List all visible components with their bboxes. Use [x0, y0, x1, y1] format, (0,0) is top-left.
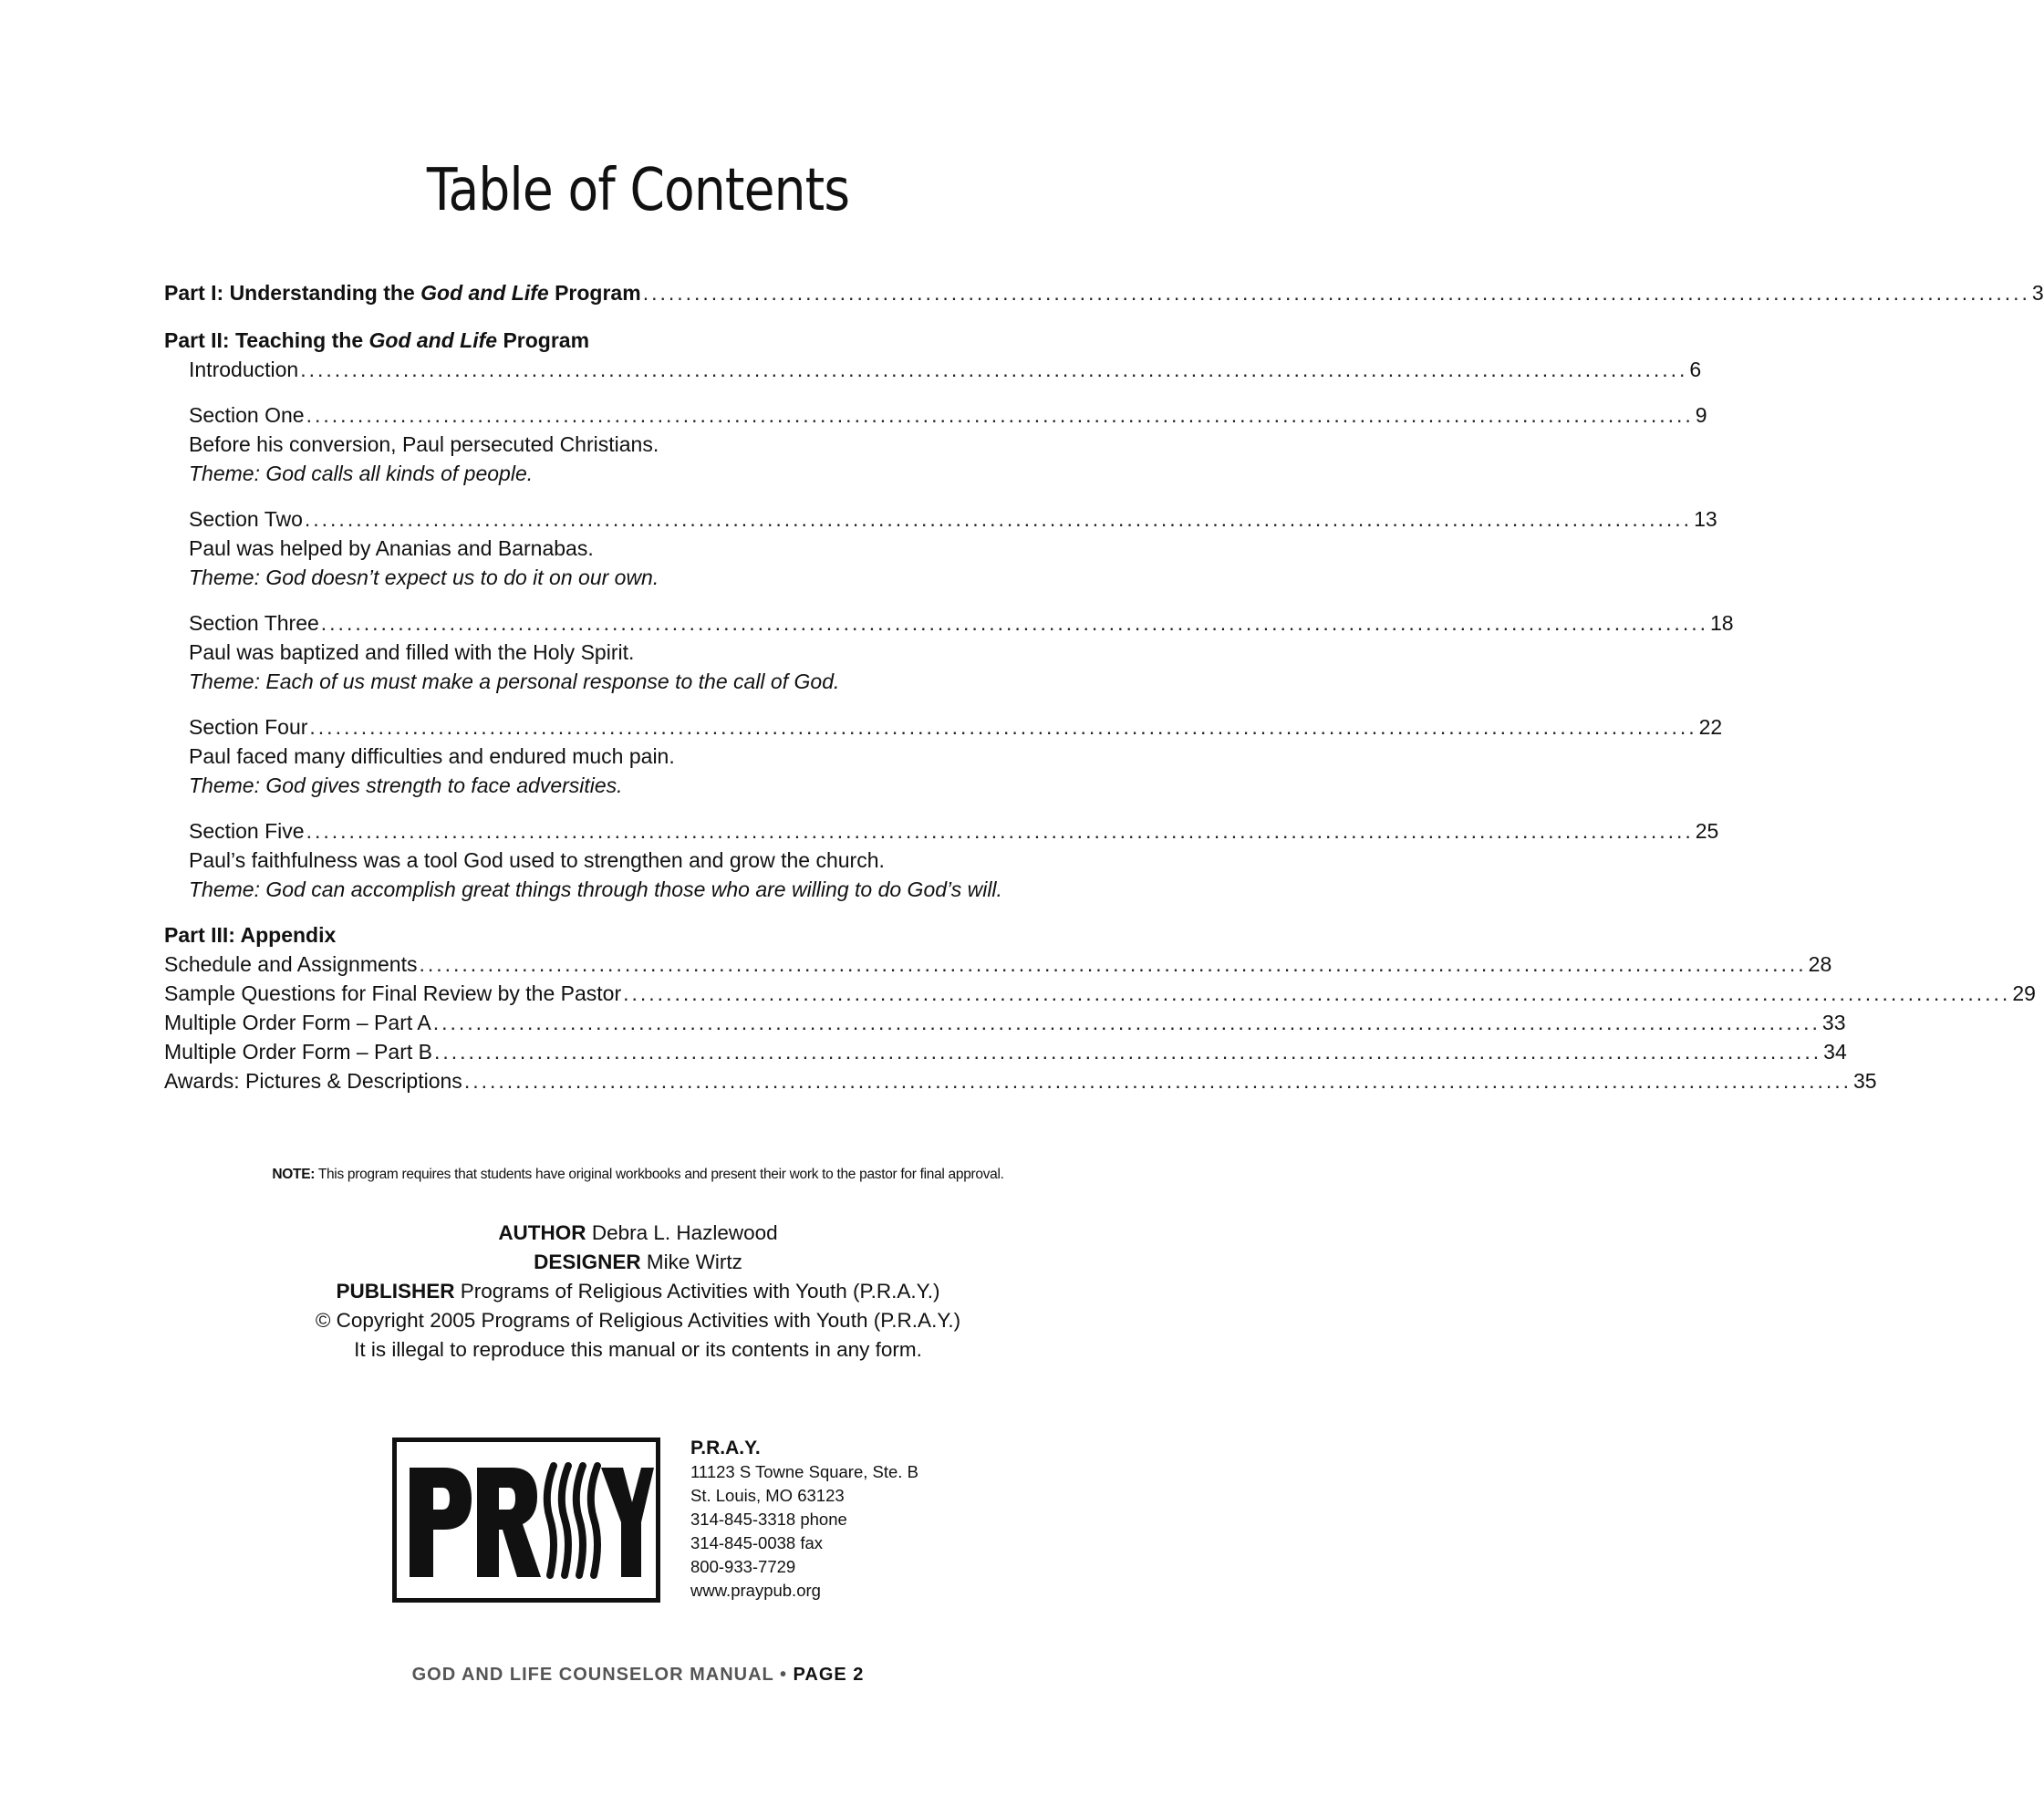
address-line: 314-845-0038 fax	[690, 1533, 824, 1552]
section-description: Paul’s faithfulness was a tool God used to strengthen and grow the church.	[189, 848, 885, 872]
toc-page: 6	[1689, 358, 1702, 381]
toc-entry-appendix	[164, 1066, 1877, 1095]
toc-label: Multiple Order Form – Part B	[164, 1040, 432, 1064]
toc-leader: ..................................................................................................................................................................	[419, 952, 1807, 976]
toc-label: Awards: Pictures & Descriptions	[164, 1069, 462, 1093]
page-footer: GOD AND LIFE COUNSELOR MANUAL • PAGE 2	[411, 1665, 865, 1685]
toc-leader: ..................................................................................................................................................................	[304, 507, 1693, 531]
section-description: Paul was baptized and filled with the Holy Spirit.	[189, 640, 635, 664]
toc-page: 22	[1698, 715, 1723, 739]
address-line: 800-933-7729	[690, 1557, 796, 1576]
toc-entry-section	[164, 504, 1717, 534]
toc-leader: ..................................................................................................................................................................	[642, 281, 2030, 305]
toc-label: Section Three	[189, 611, 319, 635]
section-description: Paul faced many difficulties and endured much pain.	[189, 744, 675, 768]
toc-leader: ..................................................................................................................................................................	[306, 403, 1694, 427]
note-text: NOTE: This program requires that students have original workbooks and present their work to the pastor for final approval.	[272, 1167, 1004, 1182]
toc-page: 3	[2031, 281, 2044, 305]
toc-label: Section One	[189, 403, 305, 427]
toc-page: 25	[1695, 819, 1719, 843]
section-theme: Theme: God doesn’t expect us to do it on our own.	[189, 566, 659, 589]
section-theme: Theme: God calls all kinds of people.	[189, 462, 534, 485]
pray-logo-svg	[397, 1442, 656, 1598]
toc-leader: ..................................................................................................................................................................	[306, 819, 1694, 843]
toc-entry-appendix	[164, 1037, 1847, 1066]
toc-page: 18	[1709, 611, 1734, 635]
section-description: Paul was helped by Ananias and Barnabas.	[189, 536, 594, 560]
section-description: Before his conversion, Paul persecuted Christians.	[189, 432, 659, 456]
legal-line: It is illegal to reproduce this manual or its contents in any form.	[354, 1338, 922, 1361]
table-of-contents	[164, 278, 2044, 1095]
toc-entry-part1	[164, 278, 2044, 307]
toc-leader: ..................................................................................................................................................................	[320, 611, 1708, 635]
toc-leader: ..................................................................................................................................................................	[623, 981, 2011, 1005]
publisher-address	[690, 1437, 918, 1603]
address-line: 11123 S Towne Square, Ste. B	[690, 1462, 918, 1481]
toc-label: Section Four	[189, 715, 308, 739]
toc-page: 33	[1821, 1011, 1846, 1034]
toc-page: 28	[1808, 952, 1832, 976]
toc-page: 34	[1823, 1040, 1847, 1064]
toc-page: 13	[1694, 507, 1717, 531]
toc-label: Section Five	[189, 819, 305, 843]
section-theme: Theme: God can accomplish great things through those who are willing to do God’s will.	[189, 877, 1002, 901]
toc-leader: ..................................................................................................................................................................	[463, 1069, 1852, 1093]
section-theme: Theme: Each of us must make a personal response to the call of God.	[189, 669, 840, 693]
toc-leader: ..................................................................................................................................................................	[433, 1040, 1822, 1064]
toc-leader: ..................................................................................................................................................................	[432, 1011, 1821, 1034]
toc-leader: ..................................................................................................................................................................	[309, 715, 1697, 739]
page-title: Table of Contents	[426, 157, 850, 224]
address-line: 314-845-3318 phone	[690, 1510, 847, 1529]
toc-label: Introduction	[189, 358, 299, 381]
section-theme: Theme: God gives strength to face adversities.	[189, 773, 623, 797]
toc-leader: ..................................................................................................................................................................	[300, 358, 1688, 381]
toc-page: 29	[2012, 981, 2036, 1005]
toc-label: Schedule and Assignments	[164, 952, 418, 976]
part3-heading: Part III: Appendix	[164, 923, 337, 947]
toc-entry-appendix	[164, 1008, 1846, 1037]
toc-entry-section	[164, 712, 1723, 742]
toc-entry-section	[164, 816, 1719, 846]
address-line: www.praypub.org	[690, 1581, 821, 1600]
toc-entry-section	[164, 608, 1734, 638]
toc-entry-section	[164, 400, 1707, 430]
toc-entry-appendix	[164, 950, 1832, 979]
copyright-line: © Copyright 2005 Programs of Religious Activities with Youth (P.R.A.Y.)	[315, 1309, 961, 1332]
toc-label: Sample Questions for Final Review by the Pastor	[164, 981, 622, 1005]
credits-block	[0, 1219, 1276, 1365]
toc-page: 35	[1853, 1069, 1877, 1093]
toc-label: Part I: Understanding the God and Life Program	[164, 281, 641, 305]
designer-line: DESIGNER Mike Wirtz	[534, 1251, 742, 1273]
toc-label: Section Two	[189, 507, 303, 531]
author-line: AUTHOR Debra L. Hazlewood	[498, 1221, 778, 1244]
toc-entry-appendix	[164, 979, 2036, 1008]
publisher-org: P.R.A.Y.	[690, 1438, 761, 1458]
pray-logo-icon	[392, 1438, 660, 1603]
toc-label: Multiple Order Form – Part A	[164, 1011, 431, 1034]
address-line: St. Louis, MO 63123	[690, 1486, 845, 1505]
toc-entry-introduction	[164, 355, 1702, 384]
toc-page: 9	[1695, 403, 1707, 427]
publisher-line: PUBLISHER Programs of Religious Activities with Youth (P.R.A.Y.)	[336, 1280, 940, 1303]
part2-heading: Part II: Teaching the God and Life Program	[164, 328, 590, 352]
